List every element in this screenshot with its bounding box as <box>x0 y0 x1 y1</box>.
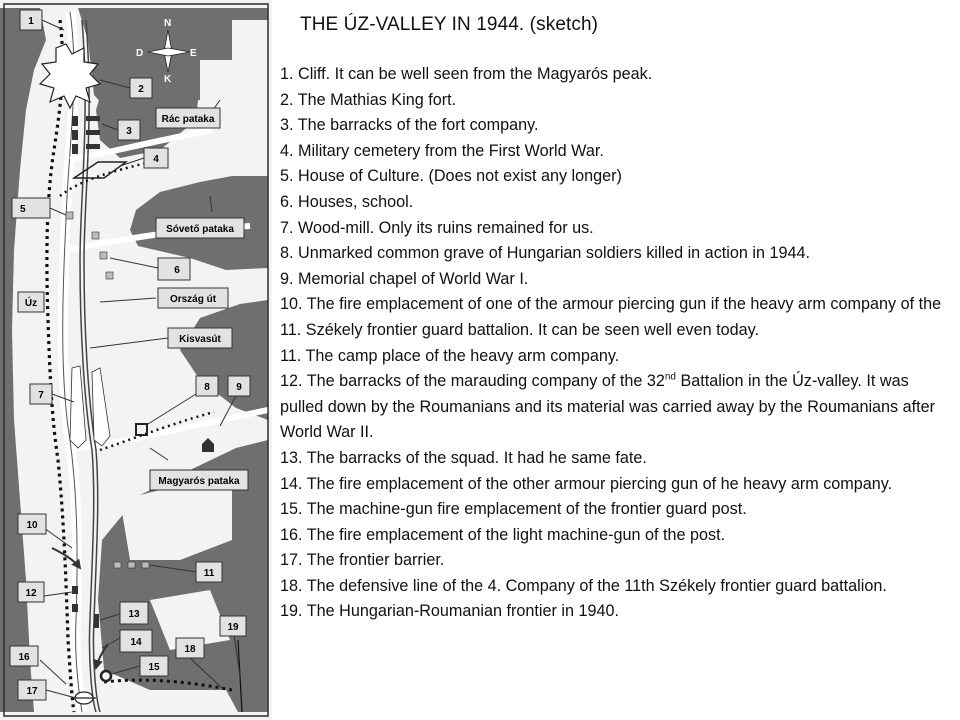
label-uz <box>18 292 44 312</box>
svg-text:2: 2 <box>138 84 144 95</box>
legend-item: 8. Unmarked common grave of Hungarian soldiers killed in action in 1944. <box>280 244 810 263</box>
legend-item: 14. The fire emplacement of the other armour piercing gun of he heavy arm company. <box>280 474 893 493</box>
legend-item: 11. The camp place of the heavy arm company. <box>280 346 620 365</box>
legend-item: 18. The defensive line of the 4. Company of the 11th Székely frontier guard battalion. <box>280 576 887 595</box>
callout-14 <box>120 630 152 652</box>
callout-7 <box>30 384 52 404</box>
compass-south: K <box>164 74 172 85</box>
legend-item: 1. Cliff. It can be well seen from the Magyarós peak. <box>280 65 653 83</box>
callout-2 <box>130 78 152 98</box>
legend-item: 13. The barracks of the squad. It had he same fate. <box>280 448 647 467</box>
svg-text:5: 5 <box>20 204 26 215</box>
compass-north: N <box>164 18 172 29</box>
svg-text:Magyarós pataka: Magyarós pataka <box>158 476 240 487</box>
compass-east: E <box>190 48 197 59</box>
legend-item: 6. Houses, school. <box>280 192 414 211</box>
callout-18 <box>176 638 204 658</box>
svg-text:12: 12 <box>25 588 37 599</box>
callout-9 <box>228 376 250 396</box>
svg-text:9: 9 <box>236 382 242 393</box>
svg-text:13: 13 <box>128 609 140 620</box>
label-rac-pataka <box>156 108 220 128</box>
svg-text:10: 10 <box>26 520 38 531</box>
svg-text:16: 16 <box>18 652 30 663</box>
callout-19 <box>220 616 246 636</box>
svg-text:4: 4 <box>153 154 159 165</box>
page-title: THE ÚZ-VALLEY IN 1944. (sketch) <box>300 14 599 35</box>
svg-text:8: 8 <box>204 382 210 393</box>
legend-item: 15. The machine-gun fire emplacement of the frontier guard post. <box>280 500 747 519</box>
callout-4 <box>144 148 168 168</box>
svg-text:3: 3 <box>126 126 132 137</box>
svg-text:Kisvasút: Kisvasút <box>179 334 221 345</box>
compass-west: D <box>136 48 144 59</box>
callout-16 <box>10 646 38 666</box>
svg-text:6: 6 <box>174 265 180 276</box>
svg-text:17: 17 <box>26 686 38 697</box>
svg-text:11: 11 <box>203 568 215 579</box>
svg-text:Úz: Úz <box>24 298 38 309</box>
callout-5 <box>12 198 50 218</box>
svg-text:Ország út: Ország út <box>169 294 217 305</box>
callout-15 <box>140 656 168 676</box>
legend-item: 7. Wood-mill. Only its ruins remained for us. <box>280 218 594 237</box>
label-soveto-pataka <box>156 218 244 238</box>
svg-text:18: 18 <box>184 644 196 655</box>
callout-13 <box>120 602 148 624</box>
callout-11 <box>196 562 222 582</box>
legend-item: 4. Military cemetery from the First World War. <box>280 141 604 160</box>
legend-item: 10. The fire emplacement of one of the armour piercing gun if the heavy arm company of the 11. Székely frontier guard battalion. It can be seen well even today. <box>280 295 942 339</box>
svg-text:7: 7 <box>38 390 44 401</box>
callout-17 <box>18 680 46 700</box>
legend-item: 12. The barracks of the marauding company of the 32nd Battalion in the Úz-valley. It was pulled down by the Roumanians and its material was carried away by the Roumanians after World War II. <box>280 371 936 442</box>
legend-item: 5. House of Culture. (Does not exist any longer) <box>280 167 622 186</box>
callout-10 <box>18 514 46 534</box>
legend-list <box>280 62 952 625</box>
callout-3 <box>118 120 140 140</box>
legend-item: 9. Memorial chapel of World War I. <box>280 269 529 288</box>
svg-text:15: 15 <box>148 662 160 673</box>
legend-item: 2. The Mathias King fort. <box>280 90 457 109</box>
svg-text:Sóvető pataka: Sóvető pataka <box>166 224 234 235</box>
legend-item: 19. The Hungarian-Roumanian frontier in 1940. <box>280 602 619 621</box>
svg-text:14: 14 <box>130 637 142 648</box>
callout-12 <box>18 582 44 602</box>
callout-6 <box>158 258 190 280</box>
label-kisvasut <box>168 328 232 348</box>
valley-sketch-map <box>0 0 272 720</box>
svg-text:1: 1 <box>28 16 34 27</box>
label-orszag-ut <box>158 288 228 308</box>
legend-item: 3. The barracks of the fort company. <box>280 116 539 135</box>
label-magyaros-pataka <box>150 470 248 490</box>
legend-item: 17. The frontier barrier. <box>280 551 445 570</box>
svg-text:Rác pataka: Rác pataka <box>161 114 215 125</box>
legend-item: 16. The fire emplacement of the light machine-gun of the post. <box>280 525 726 544</box>
callout-1 <box>20 10 42 30</box>
svg-text:19: 19 <box>227 622 239 633</box>
callout-8 <box>196 376 218 396</box>
